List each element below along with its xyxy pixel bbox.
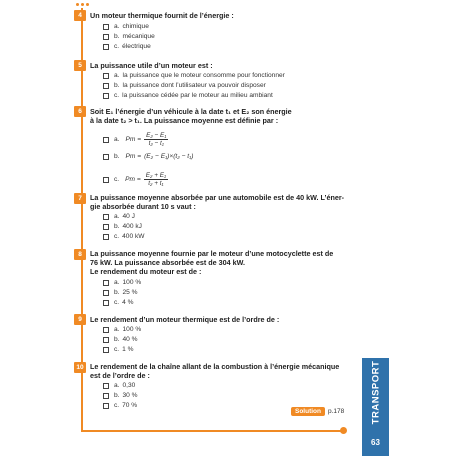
checkbox[interactable]: [103, 347, 109, 353]
question-number: 5: [74, 60, 86, 71]
checkbox[interactable]: [103, 224, 109, 230]
option[interactable]: a. Pm = $\frac{\text{E₂ − E₁}}{\text{t₂ − t₁}}$: [103, 132, 168, 147]
question-text: Le rendement d’un moteur thermique est de l’ordre de :: [90, 315, 280, 324]
checkbox[interactable]: [103, 290, 109, 296]
option[interactable]: c. 70 %: [103, 402, 137, 410]
checkbox[interactable]: [103, 34, 109, 40]
checkbox[interactable]: [103, 137, 109, 143]
question-text: Le rendement du moteur est de :: [90, 267, 202, 276]
option[interactable]: a. 0,30: [103, 382, 135, 390]
question-text: La puissance moyenne absorbée par une automobile est de 40 kW. L’éner-: [90, 193, 345, 202]
option[interactable]: a. la puissance que le moteur consomme pour fonctionner: [103, 72, 285, 80]
option[interactable]: c. 1 %: [103, 346, 134, 354]
checkbox[interactable]: [103, 403, 109, 409]
checkbox[interactable]: [103, 154, 109, 160]
question-number: 10: [74, 362, 86, 373]
checkbox[interactable]: [103, 327, 109, 333]
checkbox[interactable]: [103, 24, 109, 30]
top-dots: [76, 3, 89, 6]
checkbox[interactable]: [103, 177, 109, 183]
solution-page-ref: p.178: [328, 408, 345, 415]
option[interactable]: c. 400 kW: [103, 233, 145, 241]
question-number: 8: [74, 249, 86, 260]
fraction: $\frac{\text{E₂ − E₁}}{\text{t₂ − t₁}}$: [146, 132, 167, 147]
option[interactable]: b. mécanique: [103, 33, 155, 41]
checkbox[interactable]: [103, 393, 109, 399]
orange-rail-bottom: [81, 430, 343, 432]
question-number: 9: [74, 314, 86, 325]
question-text: La puissance moyenne fournie par le moteur d’une motocyclette est de: [90, 249, 334, 258]
checkbox[interactable]: [103, 93, 109, 99]
option[interactable]: b. 30 %: [103, 392, 138, 400]
solution-tag: Solution: [291, 407, 325, 416]
option[interactable]: a. 100 %: [103, 279, 141, 287]
fraction: $\frac{\text{E₂ + E₁}}{\text{t₂ + t₁}}$: [145, 172, 166, 187]
checkbox[interactable]: [103, 337, 109, 343]
option[interactable]: b. 25 %: [103, 289, 138, 297]
option[interactable]: c. la puissance cédée par le moteur au milieu ambiant: [103, 92, 273, 100]
rail-end-dot: [340, 427, 347, 434]
option[interactable]: c. Pm = $\frac{\text{E₂ + E₁}}{\text{t₂ + t₁}}$: [103, 172, 168, 187]
checkbox[interactable]: [103, 214, 109, 220]
checkbox[interactable]: [103, 300, 109, 306]
option[interactable]: a. 40 J: [103, 213, 135, 221]
question-text: est de l’ordre de :: [90, 371, 150, 380]
question-text: Un moteur thermique fournit de l’énergie :: [90, 11, 234, 20]
question-text: à la date t₂ > t₁. La puissance moyenne est définie par :: [90, 116, 279, 125]
question-number: 7: [74, 193, 86, 204]
checkbox[interactable]: [103, 44, 109, 50]
question-number: 6: [74, 106, 86, 117]
question-number: 4: [74, 10, 86, 21]
checkbox[interactable]: [103, 280, 109, 286]
option[interactable]: a. chimique: [103, 23, 149, 31]
option[interactable]: b. la puissance dont l’utilisateur va pouvoir disposer: [103, 82, 266, 90]
question-text: gie absorbée durant 10 s vaut :: [90, 202, 196, 211]
option[interactable]: c. 4 %: [103, 299, 134, 307]
section-tab-label: TRANSPORT: [370, 360, 381, 424]
option[interactable]: b. 40 %: [103, 336, 138, 344]
option[interactable]: b. Pm = (E₂ − E₁)×(t₂ − t₁): [103, 153, 193, 161]
option[interactable]: b. 400 kJ: [103, 223, 142, 231]
question-text: Le rendement de la chaîne allant de la combustion à l’énergie mécanique: [90, 362, 340, 371]
page-number: 63: [371, 438, 380, 447]
question-text: La puissance utile d’un moteur est :: [90, 61, 213, 70]
checkbox[interactable]: [103, 234, 109, 240]
checkbox[interactable]: [103, 383, 109, 389]
question-text: Soit E₁ l’énergie d’un véhicule à la date t₁ et E₂ son énergie: [90, 107, 292, 116]
checkbox[interactable]: [103, 83, 109, 89]
solution-reference[interactable]: [291, 407, 344, 416]
question-text: 76 kW. La puissance absorbée est de 304 kW.: [90, 258, 246, 267]
option[interactable]: a. 100 %: [103, 326, 141, 334]
option[interactable]: c. électrique: [103, 43, 151, 51]
checkbox[interactable]: [103, 73, 109, 79]
